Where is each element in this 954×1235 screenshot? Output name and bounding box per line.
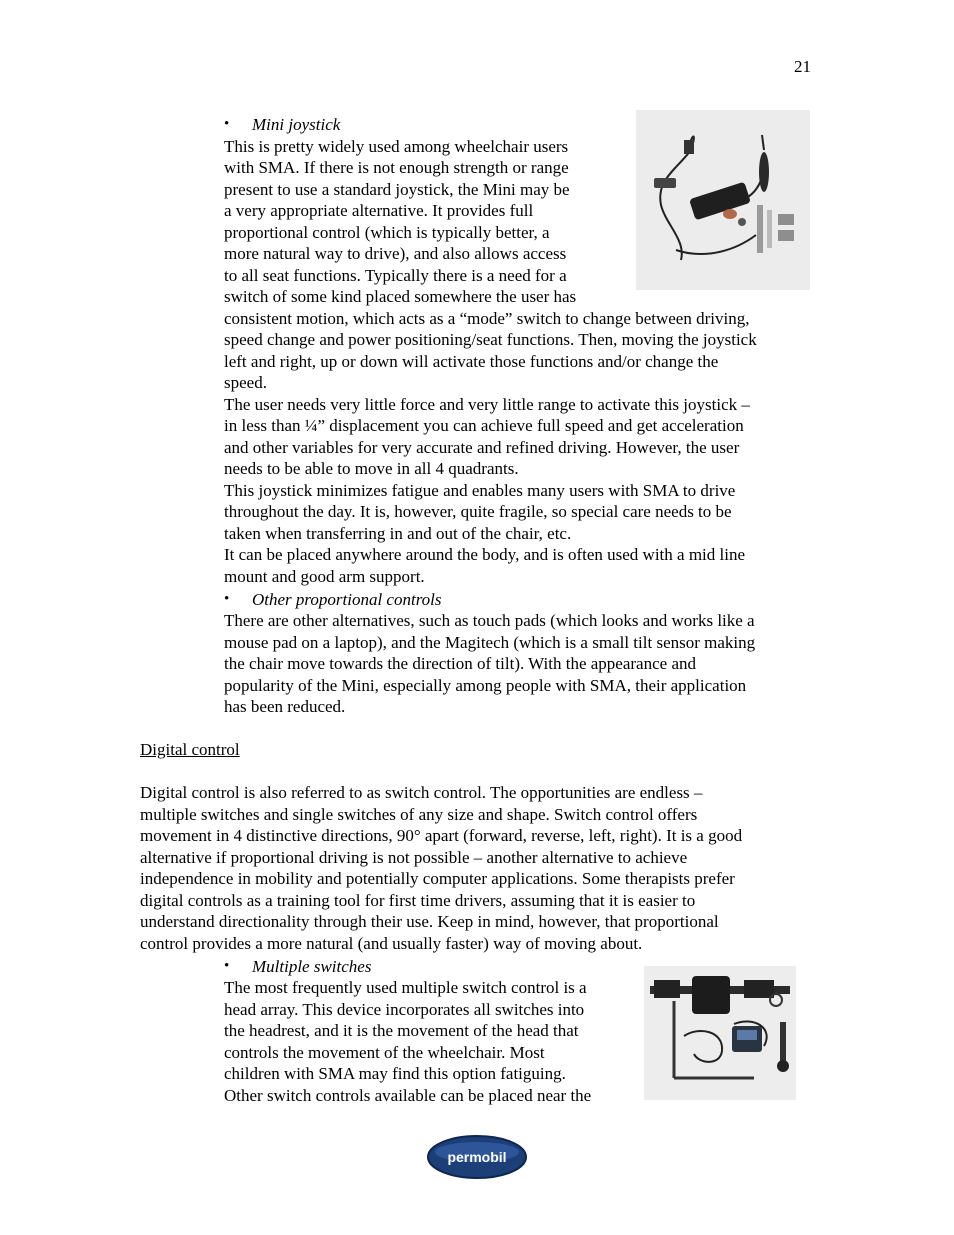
text-line: more natural way to drive), and also allows access bbox=[224, 244, 567, 263]
text-line: independence in mobility and potentially computer applications. Some therapists prefer bbox=[140, 869, 735, 888]
text-line: digital controls as a training tool for first time drivers, assuming that it is easier to bbox=[140, 891, 696, 910]
page-number: 21 bbox=[794, 57, 811, 76]
text-line: with SMA. If there is not enough strength or range bbox=[224, 158, 569, 177]
text-line: speed. bbox=[224, 373, 267, 392]
text-line: in less than ¼” displacement you can achieve full speed and get acceleration bbox=[224, 416, 744, 435]
text-line: the chair move towards the direction of tilt). With the appearance and bbox=[224, 654, 696, 673]
text-line: alternative if proportional driving is not possible – another alternative to achieve bbox=[140, 848, 688, 867]
text-line: to all seat functions. Typically there is a need for a bbox=[224, 266, 567, 285]
section-heading-digital-control: Digital control bbox=[140, 740, 240, 759]
text-line: mount and good arm support. bbox=[224, 567, 425, 586]
text-line: and other variables for very accurate and refined driving. However, the user bbox=[224, 438, 740, 457]
text-line: left and right, up or down will activate those functions and/or change the bbox=[224, 352, 719, 371]
text-line: a very appropriate alternative. It provides full bbox=[224, 201, 534, 220]
text-line: The user needs very little force and very little range to activate this joystick – bbox=[224, 395, 750, 414]
text-line: has been reduced. bbox=[224, 697, 346, 716]
text-line: It can be placed anywhere around the body, and is often used with a mid line bbox=[224, 545, 746, 564]
mini-joystick-image bbox=[636, 110, 810, 290]
permobil-logo bbox=[426, 1134, 528, 1180]
text-line: control provides a more natural (and usually faster) way of moving about. bbox=[140, 934, 643, 953]
bullet-marker: • bbox=[224, 591, 230, 607]
text-line: multiple switches and single switches of any size and shape. Switch control offers bbox=[140, 805, 698, 824]
text-line: Other switch controls available can be placed near the bbox=[224, 1086, 592, 1105]
text-line: popularity of the Mini, especially among people with SMA, their application bbox=[224, 676, 747, 695]
text-line: The most frequently used multiple switch control is a bbox=[224, 978, 587, 997]
text-line: the headrest, and it is the movement of the head that bbox=[224, 1021, 579, 1040]
text-line: controls the movement of the wheelchair. Most bbox=[224, 1043, 545, 1062]
head-array-image bbox=[644, 966, 796, 1100]
text-line: This is pretty widely used among wheelchair users bbox=[224, 137, 569, 156]
text-line: taken when transferring in and out of the chair, etc. bbox=[224, 524, 572, 543]
text-line: head array. This device incorporates all switches into bbox=[224, 1000, 585, 1019]
text-line: speed change and power positioning/seat functions. Then, moving the joystick bbox=[224, 330, 757, 349]
text-line: needs to be able to move in all 4 quadrants. bbox=[224, 459, 519, 478]
text-line: There are other alternatives, such as touch pads (which looks and works like a bbox=[224, 611, 755, 630]
text-line: throughout the day. It is, however, quite fragile, so special care needs to be bbox=[224, 502, 732, 521]
text-line: understand directionality through their use. Keep in mind, however, that proportional bbox=[140, 912, 719, 931]
bullet-marker: • bbox=[224, 958, 230, 974]
bullet-title-multiple-switches: Multiple switches bbox=[252, 957, 372, 976]
text-line: This joystick minimizes fatigue and enables many users with SMA to drive bbox=[224, 481, 736, 500]
svg-text:permobil: permobil bbox=[447, 1149, 507, 1165]
text-line: movement in 4 distinctive directions, 90° apart (forward, reverse, left, right). It is a good bbox=[140, 826, 743, 845]
bullet-title-other-proportional: Other proportional controls bbox=[252, 590, 442, 609]
bullet-marker: • bbox=[224, 116, 230, 132]
bullet-title-mini-joystick: Mini joystick bbox=[252, 115, 341, 134]
text-line: proportional control (which is typically better, a bbox=[224, 223, 550, 242]
text-line: switch of some kind placed somewhere the user has bbox=[224, 287, 577, 306]
text-line: Digital control is also referred to as switch control. The opportunities are endless – bbox=[140, 783, 703, 802]
text-line: consistent motion, which acts as a “mode” switch to change between driving, bbox=[224, 309, 750, 328]
text-line: children with SMA may find this option fatiguing. bbox=[224, 1064, 566, 1083]
text-line: present to use a standard joystick, the Mini may be bbox=[224, 180, 570, 199]
text-line: mouse pad on a laptop), and the Magitech (which is a small tilt sensor making bbox=[224, 633, 756, 652]
